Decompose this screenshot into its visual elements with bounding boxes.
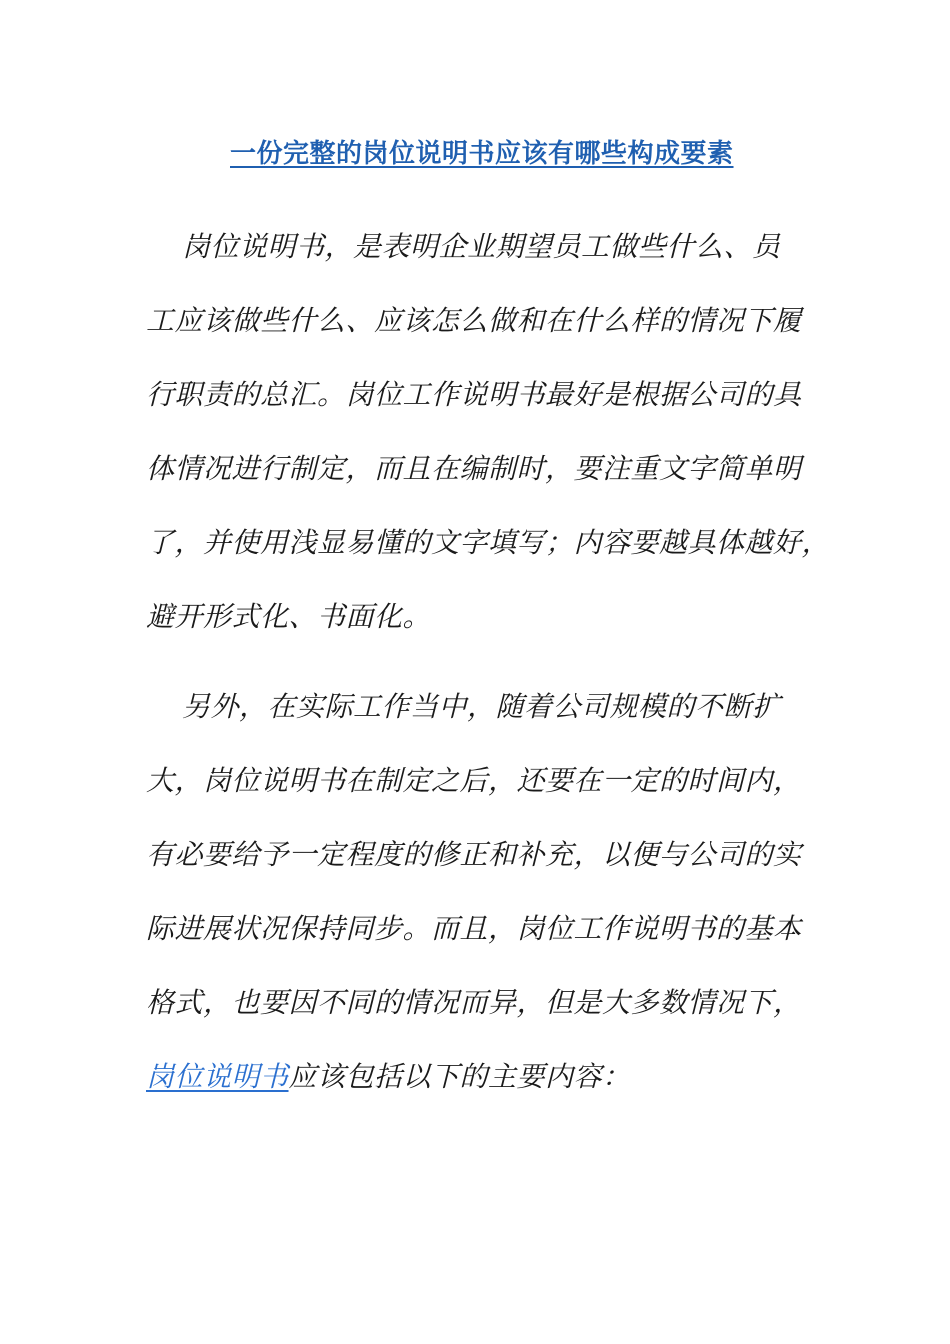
paragraph-line: 际进展状况保持同步。而且，岗位工作说明书的基本	[146, 912, 802, 945]
paragraph-line: 避开形式化、书面化。	[146, 600, 432, 633]
paragraph-line: 岗位说明书，是表明企业期望员工做些什么、员	[182, 230, 781, 263]
paragraph-line: 工应该做些什么、应该怎么做和在什么样的情况下履	[146, 304, 802, 337]
paragraph-line: 有必要给予一定程度的修正和补充，以便与公司的实	[146, 838, 802, 871]
paragraph-line: 体情况进行制定，而且在编制时，要注重文字简单明	[146, 452, 802, 485]
paragraph-line: 了，并使用浅显易懂的文字填写；内容要越具体越好，	[146, 526, 831, 559]
paragraph-line: 另外，在实际工作当中，随着公司规模的不断扩	[182, 690, 781, 723]
paragraph-revision	[146, 670, 816, 1114]
paragraph-line: 格式，也要因不同的情况而异，但是大多数情况下，	[146, 986, 802, 1019]
paragraph-definition	[146, 210, 831, 654]
paragraph-line: 行职责的总汇。岗位工作说明书最好是根据公司的具	[146, 378, 802, 411]
job-description-link[interactable]: 岗位说明书	[146, 1060, 289, 1093]
document-title[interactable]: 一份完整的岗位说明书应该有哪些构成要素	[230, 139, 734, 169]
paragraph-line-last	[146, 1040, 816, 1114]
paragraph-line-rest: 应该包括以下的主要内容：	[288, 1060, 631, 1093]
paragraph-line: 大，岗位说明书在制定之后，还要在一定的时间内，	[146, 764, 802, 797]
